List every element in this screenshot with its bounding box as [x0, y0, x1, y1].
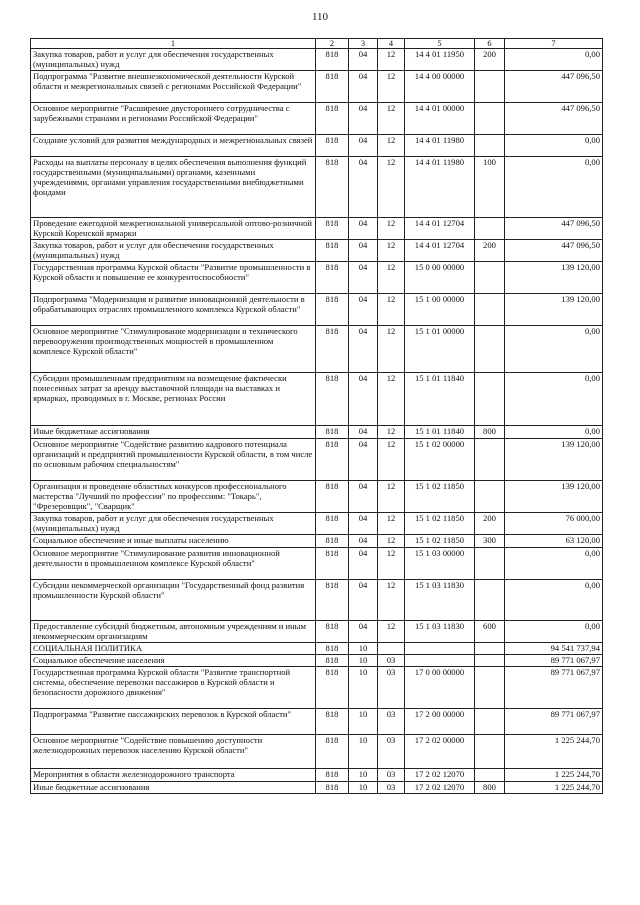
- row-ministry: 818: [316, 373, 349, 426]
- table-row: [31, 439, 603, 481]
- table-row: [31, 735, 603, 769]
- page-number: 110: [311, 11, 329, 23]
- row-target-article: 15 1 01 11840: [405, 426, 475, 439]
- row-target-article: 14 4 01 12704: [405, 218, 475, 240]
- row-target-article: 15 1 02 00000: [405, 439, 475, 481]
- table-row: [31, 262, 603, 294]
- row-section: 10: [349, 769, 378, 782]
- row-amount: 0,00: [505, 426, 603, 439]
- row-amount: 0,00: [505, 621, 603, 643]
- row-section: 04: [349, 439, 378, 481]
- row-subsection: 03: [378, 735, 405, 769]
- row-target-article: 17 0 00 00000: [405, 667, 475, 709]
- row-target-article: 15 1 03 11830: [405, 621, 475, 643]
- row-expense-type: 800: [475, 426, 505, 439]
- row-target-article: 14 4 01 11950: [405, 49, 475, 71]
- row-subsection: 03: [378, 782, 405, 794]
- row-section: 10: [349, 667, 378, 709]
- row-subsection: 12: [378, 439, 405, 481]
- table-row: [31, 426, 603, 439]
- row-amount: 0,00: [505, 373, 603, 426]
- row-ministry: 818: [316, 643, 349, 655]
- row-section: 04: [349, 535, 378, 548]
- row-name: Расходы на выплаты персоналу в целях обеспечения выполнения функций государственными (муниципальными) органами, казенными учреждениями, органами управления государственными внебюджетными фондами: [31, 157, 316, 218]
- row-subsection: 12: [378, 373, 405, 426]
- row-subsection: 12: [378, 535, 405, 548]
- row-section: 04: [349, 294, 378, 326]
- row-ministry: 818: [316, 769, 349, 782]
- row-target-article: 15 0 00 00000: [405, 262, 475, 294]
- row-ministry: 818: [316, 157, 349, 218]
- row-subsection: 12: [378, 326, 405, 373]
- table-row: [31, 709, 603, 735]
- row-name: Мероприятия в области железнодорожного транспорта: [31, 769, 316, 782]
- row-amount: 447 096,50: [505, 218, 603, 240]
- row-ministry: 818: [316, 709, 349, 735]
- row-subsection: 12: [378, 103, 405, 135]
- row-amount: 0,00: [505, 135, 603, 157]
- row-subsection: 03: [378, 655, 405, 667]
- row-section: 04: [349, 326, 378, 373]
- row-amount: 1 225 244,70: [505, 782, 603, 794]
- row-ministry: 818: [316, 326, 349, 373]
- row-section: 04: [349, 580, 378, 621]
- row-amount: 89 771 067,97: [505, 655, 603, 667]
- row-ministry: 818: [316, 655, 349, 667]
- row-expense-type: 200: [475, 513, 505, 535]
- row-name: Проведение ежегодной межрегиональной универсальной оптово-розничной Курской Коренской ярмарки: [31, 218, 316, 240]
- row-name: Подпрограмма "Развитие пассажирских перевозок в Курской области": [31, 709, 316, 735]
- row-expense-type: 200: [475, 49, 505, 71]
- table-row: [31, 621, 603, 643]
- row-subsection: [378, 643, 405, 655]
- row-subsection: 12: [378, 621, 405, 643]
- row-target-article: 15 1 01 00000: [405, 326, 475, 373]
- row-name: Основное мероприятие "Содействие повышению доступности железнодорожных перевозок населению Курской области": [31, 735, 316, 769]
- row-section: 04: [349, 240, 378, 262]
- row-ministry: 818: [316, 667, 349, 709]
- row-target-article: 14 4 01 11980: [405, 135, 475, 157]
- table-row: [31, 218, 603, 240]
- row-section: 10: [349, 643, 378, 655]
- table-row: [31, 535, 603, 548]
- row-section: 10: [349, 782, 378, 794]
- row-name: Иные бюджетные ассигнования: [31, 782, 316, 794]
- row-ministry: 818: [316, 426, 349, 439]
- row-name: Основное мероприятие "Содействие развитию кадрового потенциала организаций и предприятий промышленности Курской области, в том числе по основным рабочим специальностям": [31, 439, 316, 481]
- header-col-2: 2: [316, 39, 349, 49]
- row-ministry: 818: [316, 49, 349, 71]
- table-row: [31, 667, 603, 709]
- row-expense-type: 200: [475, 240, 505, 262]
- table-row: [31, 769, 603, 782]
- row-expense-type: [475, 655, 505, 667]
- header-col-7: 7: [505, 39, 603, 49]
- row-ministry: 818: [316, 439, 349, 481]
- budget-table: [30, 38, 603, 794]
- row-ministry: 818: [316, 262, 349, 294]
- row-expense-type: [475, 71, 505, 103]
- table-row: [31, 103, 603, 135]
- table-row: [31, 513, 603, 535]
- row-section: 04: [349, 481, 378, 513]
- row-target-article: [405, 643, 475, 655]
- row-name: Государственная программа Курской области "Развитие промышленности в Курской области и повышение ее конкурентоспособности": [31, 262, 316, 294]
- row-amount: 63 120,00: [505, 535, 603, 548]
- row-expense-type: [475, 548, 505, 580]
- row-name: Закупка товаров, работ и услуг для обеспечения государственных (муниципальных) нужд: [31, 240, 316, 262]
- row-target-article: 17 2 00 00000: [405, 709, 475, 735]
- row-name: Иные бюджетные ассигнования: [31, 426, 316, 439]
- row-amount: 139 120,00: [505, 439, 603, 481]
- row-target-article: 14 4 00 00000: [405, 71, 475, 103]
- row-section: 04: [349, 49, 378, 71]
- row-ministry: 818: [316, 548, 349, 580]
- row-section: 04: [349, 513, 378, 535]
- row-ministry: 818: [316, 782, 349, 794]
- row-amount: 447 096,50: [505, 71, 603, 103]
- row-expense-type: [475, 643, 505, 655]
- header-col-4: 4: [378, 39, 405, 49]
- row-amount: 89 771 067,97: [505, 667, 603, 709]
- row-amount: 0,00: [505, 548, 603, 580]
- row-ministry: 818: [316, 103, 349, 135]
- row-amount: 0,00: [505, 580, 603, 621]
- table-row: [31, 157, 603, 218]
- row-subsection: 12: [378, 49, 405, 71]
- table-row: [31, 548, 603, 580]
- row-subsection: 12: [378, 294, 405, 326]
- row-ministry: 818: [316, 513, 349, 535]
- row-ministry: 818: [316, 621, 349, 643]
- header-col-6: 6: [475, 39, 505, 49]
- row-amount: 139 120,00: [505, 262, 603, 294]
- row-amount: 0,00: [505, 157, 603, 218]
- table-row: [31, 71, 603, 103]
- row-name: СОЦИАЛЬНАЯ ПОЛИТИКА: [31, 643, 316, 655]
- row-ministry: 818: [316, 135, 349, 157]
- row-section: 10: [349, 655, 378, 667]
- row-amount: 0,00: [505, 326, 603, 373]
- header-col-5: 5: [405, 39, 475, 49]
- row-section: 04: [349, 218, 378, 240]
- row-expense-type: [475, 709, 505, 735]
- row-amount: 0,00: [505, 49, 603, 71]
- row-name: Организация и проведение областных конкурсов профессионального мастерства "Лучший по профессии" по профессиям: "Токарь", "Фрезеровщик", "Сварщик": [31, 481, 316, 513]
- row-amount: 447 096,50: [505, 240, 603, 262]
- row-ministry: 818: [316, 240, 349, 262]
- row-subsection: 12: [378, 426, 405, 439]
- table-row: [31, 49, 603, 71]
- row-target-article: 15 1 02 11850: [405, 513, 475, 535]
- row-name: Предоставление субсидий бюджетным, автономным учреждениям и иным некоммерческим организациям: [31, 621, 316, 643]
- row-ministry: 818: [316, 218, 349, 240]
- row-section: 04: [349, 262, 378, 294]
- row-name: Субсидии некоммерческой организации "Государственный фонд развития промышленности Курской области": [31, 580, 316, 621]
- row-name: Социальное обеспечение и иные выплаты населению: [31, 535, 316, 548]
- header-col-3: 3: [349, 39, 378, 49]
- table-row: [31, 655, 603, 667]
- row-section: 10: [349, 709, 378, 735]
- row-amount: 89 771 067,97: [505, 709, 603, 735]
- table-row: [31, 782, 603, 794]
- row-expense-type: [475, 262, 505, 294]
- row-section: 10: [349, 735, 378, 769]
- row-expense-type: [475, 667, 505, 709]
- row-target-article: 17 2 02 00000: [405, 735, 475, 769]
- row-ministry: 818: [316, 481, 349, 513]
- table-row: [31, 643, 603, 655]
- row-subsection: 12: [378, 548, 405, 580]
- row-ministry: 818: [316, 71, 349, 103]
- row-expense-type: [475, 769, 505, 782]
- row-section: 04: [349, 373, 378, 426]
- row-name: Закупка товаров, работ и услуг для обеспечения государственных (муниципальных) нужд: [31, 49, 316, 71]
- row-name: Основное мероприятие "Стимулирование модернизации и технического перевооружения производственных мощностей в промышленном комплексе Курской области": [31, 326, 316, 373]
- row-name: Основное мероприятие "Расширение двустороннего сотрудничества с зарубежными странами и регионами Российской Федерации": [31, 103, 316, 135]
- row-ministry: 818: [316, 535, 349, 548]
- row-section: 04: [349, 157, 378, 218]
- row-subsection: 12: [378, 580, 405, 621]
- row-expense-type: [475, 326, 505, 373]
- row-target-article: 14 4 01 12704: [405, 240, 475, 262]
- row-ministry: 818: [316, 294, 349, 326]
- row-subsection: 03: [378, 667, 405, 709]
- row-name: Закупка товаров, работ и услуг для обеспечения государственных (муниципальных) нужд: [31, 513, 316, 535]
- row-expense-type: 600: [475, 621, 505, 643]
- row-expense-type: [475, 481, 505, 513]
- row-subsection: 12: [378, 513, 405, 535]
- header-col-1: 1: [31, 39, 316, 49]
- row-subsection: 12: [378, 262, 405, 294]
- row-name: Создание условий для развития международных и межрегиональных связей: [31, 135, 316, 157]
- row-target-article: 17 2 02 12070: [405, 782, 475, 794]
- row-expense-type: [475, 580, 505, 621]
- row-expense-type: [475, 294, 505, 326]
- row-ministry: 818: [316, 580, 349, 621]
- row-section: 04: [349, 103, 378, 135]
- row-expense-type: 800: [475, 782, 505, 794]
- row-section: 04: [349, 135, 378, 157]
- row-section: 04: [349, 621, 378, 643]
- row-amount: 139 120,00: [505, 294, 603, 326]
- row-expense-type: 100: [475, 157, 505, 218]
- row-subsection: 12: [378, 135, 405, 157]
- row-amount: 447 096,50: [505, 103, 603, 135]
- table-row: [31, 481, 603, 513]
- row-expense-type: [475, 218, 505, 240]
- row-name: Основное мероприятие "Стимулирование развития инновационной деятельности в промышленном комплексе Курской области": [31, 548, 316, 580]
- row-expense-type: [475, 373, 505, 426]
- row-name: Государственная программа Курской области "Развитие транспортной системы, обеспечение перевозки пассажиров в Курской области и безопасности дорожного движения": [31, 667, 316, 709]
- row-amount: 76 000,00: [505, 513, 603, 535]
- row-expense-type: [475, 439, 505, 481]
- row-amount: 94 541 737,94: [505, 643, 603, 655]
- row-target-article: 15 1 00 00000: [405, 294, 475, 326]
- row-expense-type: [475, 735, 505, 769]
- row-subsection: 12: [378, 481, 405, 513]
- row-subsection: 03: [378, 709, 405, 735]
- row-name: Подпрограмма "Развитие внешнеэкономической деятельности Курской области и межрегиональных связей с регионами Российской Федерации": [31, 71, 316, 103]
- table-row: [31, 373, 603, 426]
- header-row: [31, 39, 603, 49]
- row-target-article: 15 1 03 11830: [405, 580, 475, 621]
- row-ministry: 818: [316, 735, 349, 769]
- row-amount: 1 225 244,70: [505, 735, 603, 769]
- table-row: [31, 135, 603, 157]
- row-subsection: 03: [378, 769, 405, 782]
- row-subsection: 12: [378, 71, 405, 103]
- row-subsection: 12: [378, 218, 405, 240]
- row-subsection: 12: [378, 157, 405, 218]
- table-row: [31, 240, 603, 262]
- row-target-article: 15 1 02 11850: [405, 535, 475, 548]
- row-expense-type: [475, 103, 505, 135]
- row-target-article: 14 4 01 11980: [405, 157, 475, 218]
- row-target-article: 15 1 02 11850: [405, 481, 475, 513]
- row-section: 04: [349, 426, 378, 439]
- row-target-article: 15 1 01 11840: [405, 373, 475, 426]
- table-row: [31, 580, 603, 621]
- row-target-article: 15 1 03 00000: [405, 548, 475, 580]
- row-name: Субсидии промышленным предприятиям на возмещение фактически понесенных затрат за аренду выставочной площади на выставках и ярмарках, проводимых в г. Москве, регионах России: [31, 373, 316, 426]
- row-target-article: [405, 655, 475, 667]
- row-target-article: 14 4 01 00000: [405, 103, 475, 135]
- table-row: [31, 294, 603, 326]
- row-amount: 139 120,00: [505, 481, 603, 513]
- row-section: 04: [349, 71, 378, 103]
- row-amount: 1 225 244,70: [505, 769, 603, 782]
- row-expense-type: [475, 135, 505, 157]
- row-section: 04: [349, 548, 378, 580]
- row-name: Социальное обеспечение населения: [31, 655, 316, 667]
- row-name: Подпрограмма "Модернизация и развитие инновационной деятельности в обрабатывающих отраслях промышленного комплекса Курской области": [31, 294, 316, 326]
- row-subsection: 12: [378, 240, 405, 262]
- table-row: [31, 326, 603, 373]
- row-target-article: 17 2 02 12070: [405, 769, 475, 782]
- row-expense-type: 300: [475, 535, 505, 548]
